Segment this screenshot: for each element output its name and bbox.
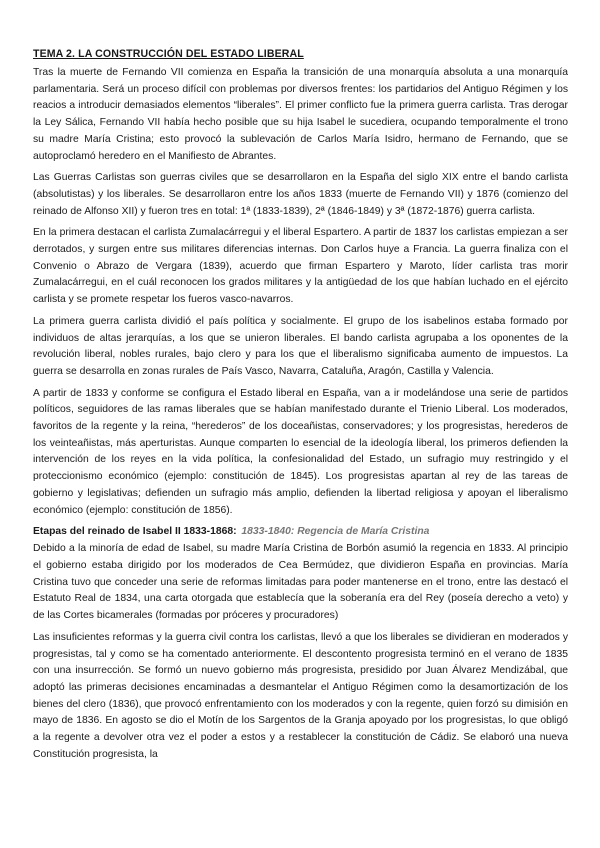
paragraph-reforms: Las insuficientes reformas y la guerra civil contra los carlistas, llevó a que los liberales se dividieran en moderados y progresistas, tal y como se ha comentado anteriormente. El descontento progresista terminó en el verano de 1835 con una insurrección. Se formó un nuevo gobierno más progresista, presidido por Juan Álvarez Mendizábal, que adoptó las primeras decisiones encaminadas a desmantelar el Antiguo Régimen como la desamortización de los bienes del clero (1836), que provocó enfrentamiento con los moderados y con la regente, quien forzó su dimisión en mayo de 1836. En agosto se dio el Motín de los Sargentos de la Granja apoyado por los progresistas, lo que obligó a la regente a devolver otra vez el poder a estos y a restablecer la constitución de Cádiz. Se elaboró una nueva Constitución progresista, la — [33, 631, 568, 760]
paragraph-first-war: En la primera destacan el carlista Zumalacárregui y el liberal Espartero. A partir de 1837 los carlistas empiezan a ser derrotados, y surgen entre sus militares diferencias internas. Don Carlos huye a Francia. La guerra finaliza con el Convenio o Abrazo de Vergara (1839), acuerdo que firman Espartero y Maroto, líder carlista tras morir Zumalacárregui, en el cuál reconocen los grados militares y la antigüedad de los que habían luchado en el ejército carlista y se promete respetar los fueros vasco-navarros. — [33, 227, 568, 306]
paragraph-regency: Debido a la minoría de edad de Isabel, su madre María Cristina de Borbón asumió la regencia en 1833. Al principio el gobierno estaba dirigido por los moderados de Cea Bermúdez, que dividieron España en provincias. María Cristina tuvo que conceder una serie de reformas limitadas para poder mantenerse en el trono, entre las destacó el Estatuto Real de 1834, una carta otorgada que establecía que la soberanía era del Rey (poseía derecho a veto) y de las Cortes bicamerales (formadas por próceres y procuradores) — [33, 543, 568, 622]
section-heading-sub: 1833-1840: Regencia de María Cristina — [241, 526, 430, 538]
section-heading — [33, 524, 568, 540]
page-title: TEMA 2. LA CONSTRUCCIÓN DEL ESTADO LIBERAL — [33, 48, 304, 60]
paragraph-division: La primera guerra carlista dividió el país política y socialmente. El grupo de los isabelinos estaba formado por individuos de altas jerarquías, a los que se unieron liberales. El bando carlista agrupaba a los oponentes de la revolución liberal, nobles rurales, bajo clero y para los que el liberalismo significaba aumento de impuestos. La guerra se desarrolla en zonas rurales de País Vasco, Navarra, Cataluña, Aragón, Castilla y Valencia. — [33, 315, 568, 377]
paragraph-carlist-wars: Las Guerras Carlistas son guerras civiles que se desarrollaron en la España del siglo XIX entre el bando carlista (absolutistas) y los liberales. Se desarrollaron entre los años 1833 (muerte de Fernando VII) y 1876 (comienzo del reinado de Alfonso XII) y fueron tres en total: 1ª (1833-1839), 2ª (1846-1849) y 3ª (1872-1876) guerra carlista. — [33, 172, 568, 217]
section-heading-main: Etapas del reinado de Isabel II 1833-1868: — [33, 526, 237, 538]
paragraph-parties: A partir de 1833 y conforme se configura el Estado liberal en España, van a ir modelándose una serie de partidos políticos, seguidores de las ramas liberales que se habían manifestado durante el Trienio Liberal. Los moderados, favoritos de la regente y la reina, “herederos” de los doceañistas, conservadores; y los progresistas, herederos de los veinteañistas, más aperturistas. Aunque comparten lo esencial de la ideología liberal, los primeros defienden la intervención de los reyes en la vida política, la confesionalidad del Estado, un sufragio muy restringido y el proteccionismo económico (ejemplo: constitución de 1845). Los progresistas apartan al rey de las tareas de gobierno y legislativas; defienden un sufragio más amplio, defienden la libertad religiosa y apoyan el liberalismo económico (ejemplo: constitución de 1856). — [33, 387, 568, 516]
paragraph-intro: Tras la muerte de Fernando VII comienza en España la transición de una monarquía absoluta a una monarquía parlamentaria. Será un proceso difícil con problemas por diversos frentes: los partidarios del Antiguo Régimen y los reacios a introducir demasiados elementos “liberales”. El primer conflicto fue la primera guerra carlista. Tras derogar la Ley Sálica, Fernando VII había hecho posible que su hija Isabel le sucediera, ocupando temporalmente el trono su madre María Cristina; esto provocó la sublevación de Carlos María Isidro, hermano de Fernando, que se autoproclamó heredero en el Manifiesto de Abrantes. — [33, 67, 568, 162]
